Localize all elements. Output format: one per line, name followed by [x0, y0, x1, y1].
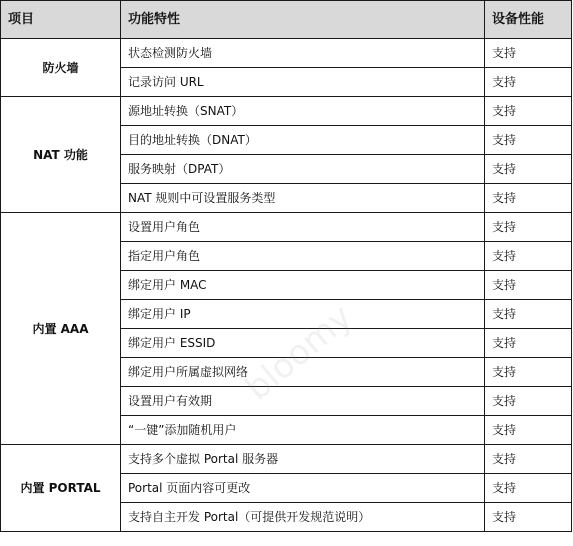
feature-cell: NAT 规则中可设置服务类型 [121, 184, 485, 213]
support-cell: 支持 [485, 329, 572, 358]
table-body [1, 39, 572, 532]
support-cell: 支持 [485, 387, 572, 416]
feature-cell: 指定用户角色 [121, 242, 485, 271]
group-label: 防火墙 [1, 39, 121, 97]
group-label: 内置 AAA [1, 213, 121, 445]
table-row [1, 97, 572, 126]
group-label: 内置 PORTAL [1, 445, 121, 532]
support-cell: 支持 [485, 213, 572, 242]
feature-cell: 状态检测防火墙 [121, 39, 485, 68]
support-cell: 支持 [485, 184, 572, 213]
support-cell: 支持 [485, 68, 572, 97]
feature-cell: 设置用户角色 [121, 213, 485, 242]
feature-cell: 绑定用户所属虚拟网络 [121, 358, 485, 387]
support-cell: 支持 [485, 97, 572, 126]
header-performance: 设备性能 [485, 1, 572, 39]
support-cell: 支持 [485, 503, 572, 532]
support-cell: 支持 [485, 358, 572, 387]
feature-cell: 绑定用户 ESSID [121, 329, 485, 358]
feature-cell: 支持自主开发 Portal（可提供开发规范说明） [121, 503, 485, 532]
feature-cell: Portal 页面内容可更改 [121, 474, 485, 503]
support-cell: 支持 [485, 445, 572, 474]
support-cell: 支持 [485, 416, 572, 445]
support-cell: 支持 [485, 126, 572, 155]
feature-cell: 记录访问 URL [121, 68, 485, 97]
watermark: bloomy [238, 297, 361, 409]
feature-cell: 设置用户有效期 [121, 387, 485, 416]
feature-cell: 绑定用户 IP [121, 300, 485, 329]
support-cell: 支持 [485, 474, 572, 503]
table-row [1, 445, 572, 474]
feature-cell: 目的地址转换（DNAT） [121, 126, 485, 155]
feature-cell: 源地址转换（SNAT） [121, 97, 485, 126]
table-header-row [1, 1, 572, 39]
support-cell: 支持 [485, 300, 572, 329]
group-label: NAT 功能 [1, 97, 121, 213]
support-cell: 支持 [485, 39, 572, 68]
header-item: 项目 [1, 1, 121, 39]
table-row [1, 213, 572, 242]
feature-cell: 支持多个虚拟 Portal 服务器 [121, 445, 485, 474]
header-feature: 功能特性 [121, 1, 485, 39]
support-cell: 支持 [485, 242, 572, 271]
feature-cell: “一键”添加随机用户 [121, 416, 485, 445]
feature-cell: 绑定用户 MAC [121, 271, 485, 300]
support-cell: 支持 [485, 155, 572, 184]
feature-cell: 服务映射（DPAT） [121, 155, 485, 184]
support-cell: 支持 [485, 271, 572, 300]
table-row [1, 39, 572, 68]
